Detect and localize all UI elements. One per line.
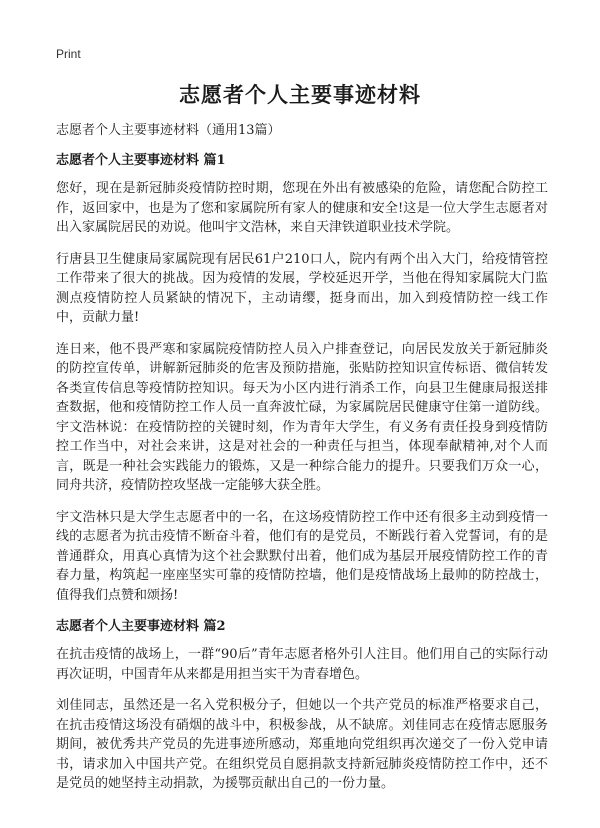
paragraph: 在抗击疫情的战场上，一群“90后”青年志愿者格外引人注目。他们用自己的实际行动再次证明，中国青年从来都是用担当实干为青春增色。: [56, 647, 548, 682]
section-heading-1: 志愿者个人主要事迹材料 篇1: [56, 153, 226, 168]
paragraph: 连日来，他不畏严寒和家属院疫情防控人员入户排查登记，向居民发放关于新冠肺炎的防控宣传单，讲解新冠肺炎的危害及预防措施，张贴防控知识宣传标语、微信转发各类宣传信息等疫情防控知识。每天为小区内进行消杀工作，向县卫生健康局报送排查数据，他和疫情防控工作人员一直奔波忙碌，为家属院居民健康守住第一道防线。宇文浩林说：在疫情防控的关键时刻，作为青年大学生，有义务有责任投身到疫情防控工作当中，对社会来讲，这是对社会的一种责任与担当，体现奉献精神,对个人而言，既是一种社会实践能力的锻炼，又是一种综合能力的提升。只要我们万众一心，同舟共济，疫情防控攻坚战一定能够大获全胜。: [56, 341, 548, 493]
print-link[interactable]: Print: [56, 47, 81, 61]
paragraph: 宇文浩林只是大学生志愿者中的一名，在这场疫情防控工作中还有很多主动到疫情一线的志愿者为抗击疫情不断奋斗着，他们有的是党员，不断践行着入党誓词，有的是普通群众，用真心真情为这个社会默默付出着，他们成为基层开展疫情防控工作的青春力量，构筑起一座座坚实可靠的疫情防控墙，他们是疫情战场上最帅的防控战士，值得我们点赞和颂扬!: [56, 509, 548, 603]
paragraph: 您好，现在是新冠肺炎疫情防控时期，您现在外出有被感染的危险，请您配合防控工作，返回家中，也是为了您和家属院所有家人的健康和安全!这是一位大学生志愿者对出入家属院居民的劝说。他叫宇文浩林，来自天津铁道职业技术学院。: [56, 181, 548, 235]
paragraph: 刘佳同志，虽然还是一名入党积极分子，但她以一个共产党员的标准严格要求自己，在抗击疫情这场没有硝烟的战斗中，积极参战，从不缺席。刘佳同志在疫情志愿服务期间，被优秀共产党员的先进事迹所感动，郑重地向党组织再次递交了一份入党申请书，请求加入中国共产党。在组织党员自愿捐款支持新冠肺炎疫情防控工作中，还不是党员的她坚持主动捐款，为援鄂贡献出自己的一份力量。: [56, 698, 548, 791]
paragraph: 行唐县卫生健康局家属院现有居民61户210口人，院内有两个出入大门，给疫情管控工作带来了很大的挑战。因为疫情的发展，学校延迟开学，当他在得知家属院大门监测点疫情防控人员紧缺的情况下，主动请缨，挺身而出，加入到疫情防控一线工作中，贡献力量!: [56, 251, 548, 325]
section-heading-2: 志愿者个人主要事迹材料 篇2: [56, 619, 226, 634]
document-body: [56, 121, 548, 806]
document-subtitle: 志愿者个人主要事迹材料（通用13篇）: [56, 123, 281, 138]
document-title: 志愿者个人主要事迹材料: [179, 82, 421, 107]
